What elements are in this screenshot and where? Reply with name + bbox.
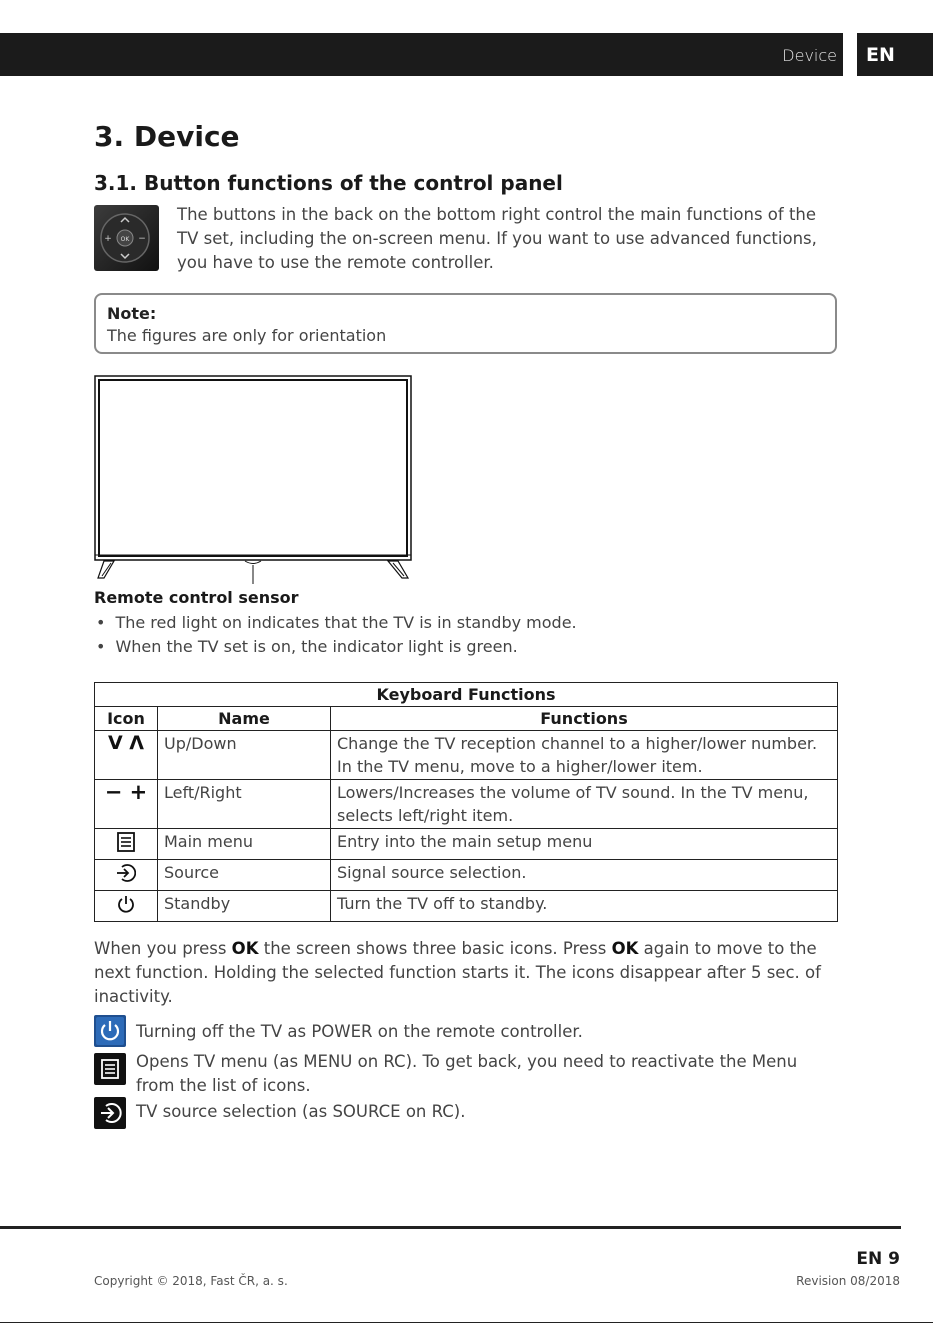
- svg-text:OK: OK: [120, 236, 130, 243]
- page-title: 3. Device: [94, 120, 240, 153]
- power-icon: [94, 1015, 126, 1047]
- text-span: the screen shows three basic icons. Press: [258, 939, 612, 958]
- row-function: Turn the TV off to standby.: [331, 891, 838, 922]
- keyboard-functions-table: [94, 682, 838, 922]
- row-name: Source: [158, 860, 331, 891]
- svg-text:−: −: [138, 234, 146, 244]
- power-icon: [95, 891, 158, 922]
- text-span: When you press: [94, 939, 232, 958]
- menu-icon: [95, 829, 158, 860]
- text-span: again to move to the next function. Holding the selected function starts it. The icons disappear after 5 sec. of inactivity.: [94, 939, 821, 1006]
- sensor-title: Remote control sensor: [94, 588, 299, 607]
- table-row: [95, 731, 838, 780]
- row-function: Change the TV reception channel to a higher/lower number. In the TV menu, move to a higher/lower item.: [331, 731, 838, 780]
- row-name: Main menu: [158, 829, 331, 860]
- list-item: • The red light on indicates that the TV is in standby mode.: [94, 611, 577, 635]
- list-item: • When the TV set is on, the indicator light is green.: [94, 635, 577, 659]
- row-name: Up/Down: [158, 731, 331, 780]
- ok-paragraph: [94, 937, 834, 1009]
- section-subtitle: 3.1. Button functions of the control panel: [94, 171, 563, 195]
- footer-divider: [0, 1226, 901, 1229]
- note-text: The figures are only for orientation: [107, 326, 387, 345]
- icon-item-text: TV source selection (as SOURCE on RC).: [136, 1102, 466, 1121]
- control-joystick-icon: [94, 205, 159, 271]
- icon-item-text: Opens TV menu (as MENU on RC). To get back, you need to reactivate the Menu from the list of icons.: [136, 1052, 798, 1095]
- icon-item-text: Turning off the TV as POWER on the remote controller.: [136, 1022, 583, 1041]
- ok-keyword: OK: [231, 939, 259, 958]
- table-row: [95, 860, 838, 891]
- column-header-functions: Functions: [331, 707, 838, 731]
- header-bar: [0, 33, 843, 76]
- header-language-badge: EN: [857, 33, 933, 76]
- intro-text: The buttons in the back on the bottom right control the main functions of the TV set, including the on-screen menu. If you want to use advanced functions, you have to use the remote controller.: [177, 205, 817, 272]
- note-title: Note:: [107, 304, 157, 323]
- column-header-icon: Icon: [95, 707, 158, 731]
- tv-drawing: [94, 375, 412, 585]
- table-row: [95, 891, 838, 922]
- ok-keyword: OK: [611, 939, 639, 958]
- minus-plus-icon: − +: [95, 780, 158, 829]
- source-icon: [94, 1097, 126, 1129]
- header-section-title: Device: [782, 46, 837, 65]
- row-name: Standby: [158, 891, 331, 922]
- table-row: [95, 780, 838, 829]
- table-caption: Keyboard Functions: [95, 683, 838, 707]
- copyright-text: Copyright © 2018, Fast ČR, a. s.: [94, 1274, 288, 1288]
- revision-text: Revision 08/2018: [796, 1274, 900, 1288]
- note-box: [94, 293, 837, 354]
- up-down-icon: V Λ: [95, 731, 158, 780]
- row-function: Entry into the main setup menu: [331, 829, 838, 860]
- bottom-divider: [0, 1322, 933, 1323]
- source-icon: [95, 860, 158, 891]
- menu-icon: [94, 1053, 126, 1085]
- row-name: Left/Right: [158, 780, 331, 829]
- row-function: Signal source selection.: [331, 860, 838, 891]
- control-panel-photo: [94, 205, 159, 271]
- column-header-name: Name: [158, 707, 331, 731]
- sensor-bullet-list: [94, 611, 577, 659]
- table-row: [95, 829, 838, 860]
- svg-text:+: +: [104, 234, 112, 244]
- tv-illustration: [94, 375, 412, 585]
- page-number: EN 9: [856, 1249, 900, 1269]
- row-function: Lowers/Increases the volume of TV sound. In the TV menu, selects left/right item.: [331, 780, 838, 829]
